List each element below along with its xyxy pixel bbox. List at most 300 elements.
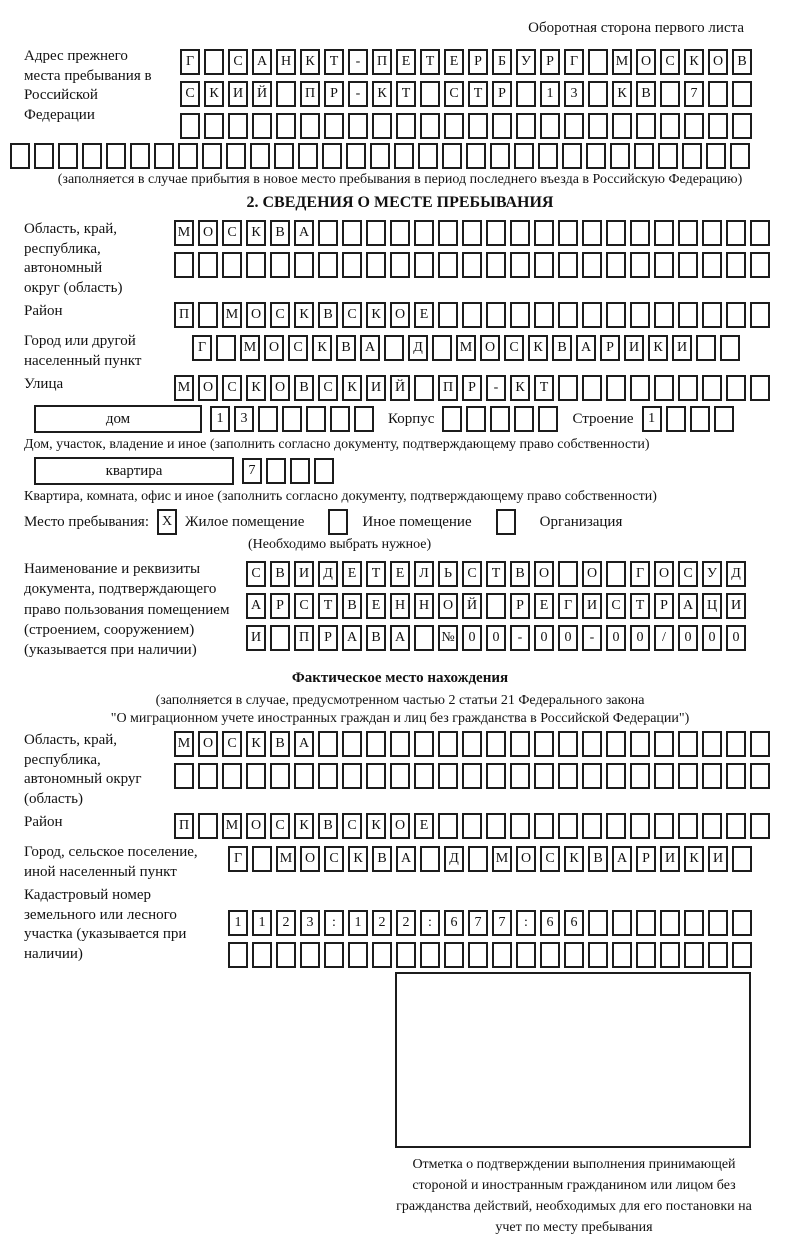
char-cell	[750, 302, 770, 328]
char-cell	[486, 302, 506, 328]
stamp-box	[395, 972, 751, 1148]
char-cell: К	[612, 81, 632, 107]
char-cell	[462, 252, 482, 278]
char-cell: В	[318, 302, 338, 328]
char-cell: Г	[192, 335, 212, 361]
char-cell	[678, 302, 698, 328]
actual-location-note-1: (заполняется в случае, предусмотренном частью 2 статьи 21 Федерального закона	[155, 693, 645, 709]
char-cell: Р	[468, 49, 488, 75]
char-cell: Е	[342, 561, 362, 587]
char-cell	[270, 252, 290, 278]
stay-checkbox-dwelling: X	[157, 509, 177, 535]
char-cell: О	[480, 335, 500, 361]
al-cadastral-row	[10, 886, 790, 968]
char-cell	[266, 458, 286, 484]
char-cell	[438, 813, 458, 839]
char-cell	[750, 220, 770, 246]
char-cell: 2	[276, 910, 296, 936]
s2-district-row	[10, 302, 790, 328]
al-city-cells	[228, 846, 752, 872]
char-cell: Н	[390, 593, 410, 619]
char-cell: Е	[444, 49, 464, 75]
char-cell: Г	[180, 49, 200, 75]
char-cell	[420, 113, 440, 139]
char-cell: О	[654, 561, 674, 587]
char-cell	[510, 252, 530, 278]
char-cell: К	[684, 49, 704, 75]
korpus-cells	[442, 406, 558, 432]
char-cell: 0	[726, 625, 746, 651]
char-cell	[630, 813, 650, 839]
char-cell	[654, 763, 674, 789]
char-cell	[202, 143, 222, 169]
char-cell: Б	[492, 49, 512, 75]
char-cell: 2	[372, 910, 392, 936]
char-cell: К	[564, 846, 584, 872]
char-cell	[636, 942, 656, 968]
al-city-label: Город, сельское поселение, иной населенный пункт	[24, 844, 198, 880]
char-cell	[492, 113, 512, 139]
char-cell: И	[228, 81, 248, 107]
char-cell	[384, 335, 404, 361]
char-cell: Й	[390, 375, 410, 401]
char-cell	[442, 143, 462, 169]
char-cell	[314, 458, 334, 484]
char-cell	[564, 113, 584, 139]
char-cell	[562, 143, 582, 169]
char-cell: О	[708, 49, 728, 75]
char-cell	[396, 942, 416, 968]
char-cell	[726, 302, 746, 328]
char-cell	[154, 143, 174, 169]
s2-city-cells	[192, 335, 740, 361]
char-cell	[222, 763, 242, 789]
char-cell	[666, 406, 686, 432]
char-cell	[678, 731, 698, 757]
char-cell	[318, 252, 338, 278]
char-cell	[348, 942, 368, 968]
char-cell: 1	[210, 406, 230, 432]
char-cell	[588, 49, 608, 75]
char-cell: Ь	[438, 561, 458, 587]
char-cell	[606, 375, 626, 401]
stamp-caption: Отметка о подтверждении выполнения принимающей стороной и иностранным гражданином или лицом без гражданства действий, необходимых для его постановки на учет по месту пребывания	[396, 1157, 752, 1236]
s2-city-label: Город или другой населенный пункт	[24, 333, 142, 369]
char-cell	[720, 335, 740, 361]
char-cell	[706, 143, 726, 169]
char-cell	[634, 143, 654, 169]
char-cell: М	[174, 220, 194, 246]
char-cell	[708, 81, 728, 107]
char-cell: С	[222, 375, 242, 401]
char-cell: А	[252, 49, 272, 75]
char-cell	[414, 625, 434, 651]
char-cell: М	[222, 813, 242, 839]
prev-address-label: Адрес прежнего места пребывания в Российской Федерации	[24, 48, 152, 123]
char-cell: :	[516, 910, 536, 936]
char-cell	[276, 942, 296, 968]
char-cell	[346, 143, 366, 169]
char-cell: Д	[318, 561, 338, 587]
char-cell	[130, 143, 150, 169]
char-cell: 0	[678, 625, 698, 651]
char-cell	[678, 763, 698, 789]
char-cell	[702, 763, 722, 789]
char-cell	[442, 406, 462, 432]
prev-address-note: (заполняется в случае прибытия в новое место пребывания в период последнего въезда в Российскую Федерацию)	[57, 172, 743, 187]
char-cell: К	[342, 375, 362, 401]
char-cell: И	[726, 593, 746, 619]
char-cell	[366, 252, 386, 278]
char-cell	[582, 252, 602, 278]
char-cell: С	[180, 81, 200, 107]
char-cell: В	[336, 335, 356, 361]
document-cells-2	[246, 593, 746, 619]
char-cell	[270, 763, 290, 789]
char-cell	[318, 731, 338, 757]
char-cell	[564, 942, 584, 968]
stay-type-row	[24, 509, 790, 535]
char-cell: Т	[366, 561, 386, 587]
char-cell	[678, 375, 698, 401]
char-cell	[630, 375, 650, 401]
char-cell	[540, 942, 560, 968]
char-cell: Р	[600, 335, 620, 361]
char-cell: 1	[228, 910, 248, 936]
char-cell	[390, 252, 410, 278]
char-cell	[658, 143, 678, 169]
al-cadastral-cells-2	[228, 942, 752, 968]
char-cell	[414, 252, 434, 278]
char-cell	[654, 220, 674, 246]
char-cell: С	[270, 302, 290, 328]
char-cell: Е	[414, 302, 434, 328]
char-cell: К	[246, 731, 266, 757]
char-cell: Е	[534, 593, 554, 619]
char-cell	[588, 113, 608, 139]
char-cell	[414, 375, 434, 401]
apartment-widebox: квартира	[34, 457, 234, 485]
char-cell	[486, 252, 506, 278]
char-cell: Т	[630, 593, 650, 619]
char-cell	[486, 813, 506, 839]
char-cell	[420, 846, 440, 872]
char-cell	[414, 731, 434, 757]
char-cell: Т	[420, 49, 440, 75]
section2-title: 2. СВЕДЕНИЯ О МЕСТЕ ПРЕБЫВАНИЯ	[246, 194, 554, 211]
apartment-note: Квартира, комната, офис и иное (заполнить согласно документу, подтверждающему право собственности)	[24, 489, 657, 504]
char-cell	[366, 763, 386, 789]
char-cell: К	[684, 846, 704, 872]
char-cell	[342, 731, 362, 757]
char-cell: С	[540, 846, 560, 872]
char-cell	[630, 763, 650, 789]
char-cell	[582, 302, 602, 328]
char-cell	[396, 113, 416, 139]
char-cell	[606, 302, 626, 328]
char-cell	[294, 252, 314, 278]
house-row	[34, 405, 790, 433]
char-cell: В	[366, 625, 386, 651]
char-cell: Р	[318, 625, 338, 651]
char-cell: О	[300, 846, 320, 872]
char-cell	[462, 731, 482, 757]
al-city-row	[10, 843, 790, 882]
char-cell: К	[372, 81, 392, 107]
char-cell	[732, 81, 752, 107]
char-cell	[490, 143, 510, 169]
char-cell	[558, 220, 578, 246]
char-cell: 0	[486, 625, 506, 651]
al-district-row	[10, 813, 790, 839]
char-cell	[726, 252, 746, 278]
char-cell: А	[390, 625, 410, 651]
char-cell: С	[606, 593, 626, 619]
char-cell	[588, 81, 608, 107]
char-cell	[606, 561, 626, 587]
char-cell: С	[228, 49, 248, 75]
char-cell: Т	[324, 49, 344, 75]
char-cell	[582, 220, 602, 246]
char-cell: В	[588, 846, 608, 872]
char-cell	[514, 143, 534, 169]
char-cell	[390, 731, 410, 757]
char-cell: И	[624, 335, 644, 361]
stroenie-cells	[642, 406, 734, 432]
char-cell	[468, 846, 488, 872]
char-cell	[228, 113, 248, 139]
char-cell: Г	[630, 561, 650, 587]
char-cell	[372, 113, 392, 139]
char-cell: М	[174, 731, 194, 757]
char-cell: 0	[558, 625, 578, 651]
char-cell	[630, 302, 650, 328]
house-cells	[210, 406, 374, 432]
char-cell: В	[732, 49, 752, 75]
char-cell: И	[582, 593, 602, 619]
char-cell	[510, 220, 530, 246]
char-cell: В	[294, 375, 314, 401]
char-cell	[174, 252, 194, 278]
char-cell	[636, 910, 656, 936]
char-cell: М	[174, 375, 194, 401]
char-cell	[390, 220, 410, 246]
char-cell	[750, 731, 770, 757]
char-cell	[558, 561, 578, 587]
char-cell	[612, 910, 632, 936]
char-cell: П	[300, 81, 320, 107]
char-cell	[510, 302, 530, 328]
char-cell: Р	[462, 375, 482, 401]
char-cell	[438, 731, 458, 757]
char-cell: А	[396, 846, 416, 872]
char-cell: Н	[414, 593, 434, 619]
char-cell	[216, 335, 236, 361]
char-cell	[510, 763, 530, 789]
char-cell	[58, 143, 78, 169]
char-cell	[342, 763, 362, 789]
char-cell: №	[438, 625, 458, 651]
char-cell	[298, 143, 318, 169]
char-cell: С	[318, 375, 338, 401]
char-cell: 7	[468, 910, 488, 936]
char-cell	[174, 763, 194, 789]
char-cell	[732, 113, 752, 139]
char-cell: И	[708, 846, 728, 872]
char-cell	[610, 143, 630, 169]
char-cell	[462, 220, 482, 246]
char-cell	[252, 113, 272, 139]
char-cell: С	[462, 561, 482, 587]
char-cell	[486, 731, 506, 757]
stay-note: (Необходимо выбрать нужное)	[248, 537, 432, 552]
s2-region-cells-2	[174, 252, 770, 278]
char-cell	[582, 763, 602, 789]
char-cell: -	[582, 625, 602, 651]
char-cell: В	[270, 731, 290, 757]
char-cell	[366, 220, 386, 246]
house-note: Дом, участок, владение и иное (заполнить согласно документу, подтверждающему право собственности)	[24, 437, 650, 452]
char-cell	[228, 942, 248, 968]
char-cell: 1	[348, 910, 368, 936]
char-cell	[714, 406, 734, 432]
char-cell: В	[372, 846, 392, 872]
char-cell	[290, 458, 310, 484]
char-cell: С	[294, 593, 314, 619]
char-cell	[654, 302, 674, 328]
char-cell	[252, 846, 272, 872]
char-cell: К	[246, 220, 266, 246]
document-block	[10, 559, 790, 660]
char-cell: /	[654, 625, 674, 651]
char-cell	[444, 942, 464, 968]
char-cell	[324, 942, 344, 968]
char-cell: 0	[702, 625, 722, 651]
char-cell	[252, 942, 272, 968]
char-cell: М	[276, 846, 296, 872]
stay-checkbox-organization	[496, 509, 516, 535]
char-cell	[246, 252, 266, 278]
char-cell: С	[288, 335, 308, 361]
char-cell	[466, 406, 486, 432]
char-cell: А	[612, 846, 632, 872]
char-cell: А	[246, 593, 266, 619]
al-region-label: Область, край, республика, автономный округ (область)	[24, 732, 142, 807]
char-cell	[702, 813, 722, 839]
char-cell: Т	[486, 561, 506, 587]
char-cell: Д	[726, 561, 746, 587]
char-cell	[678, 813, 698, 839]
char-cell: У	[702, 561, 722, 587]
char-cell	[678, 252, 698, 278]
char-cell: Р	[270, 593, 290, 619]
stay-option-other: Иное помещение	[362, 513, 472, 530]
char-cell	[750, 813, 770, 839]
char-cell: О	[264, 335, 284, 361]
char-cell: Г	[564, 49, 584, 75]
char-cell: В	[636, 81, 656, 107]
char-cell: У	[516, 49, 536, 75]
char-cell: О	[198, 731, 218, 757]
char-cell: К	[294, 813, 314, 839]
char-cell: К	[246, 375, 266, 401]
char-cell	[558, 763, 578, 789]
prev-address-row-3	[180, 113, 752, 139]
char-cell	[468, 942, 488, 968]
stroenie-label: Строение	[572, 411, 634, 427]
char-cell: С	[660, 49, 680, 75]
char-cell: П	[294, 625, 314, 651]
apartment-row	[34, 457, 790, 485]
al-region-cells-2	[174, 763, 770, 789]
char-cell	[462, 813, 482, 839]
char-cell	[684, 942, 704, 968]
char-cell: 7	[684, 81, 704, 107]
char-cell	[486, 593, 506, 619]
char-cell: Е	[390, 561, 410, 587]
char-cell	[418, 143, 438, 169]
char-cell: 0	[630, 625, 650, 651]
char-cell: О	[246, 302, 266, 328]
header-note: Оборотная сторона первого листа	[528, 20, 744, 36]
char-cell	[306, 406, 326, 432]
char-cell: 6	[444, 910, 464, 936]
char-cell	[588, 910, 608, 936]
s2-region-row	[10, 220, 790, 298]
char-cell	[726, 813, 746, 839]
char-cell: К	[348, 846, 368, 872]
char-cell	[612, 942, 632, 968]
al-region-row	[10, 731, 790, 809]
char-cell: А	[678, 593, 698, 619]
char-cell	[654, 252, 674, 278]
char-cell: П	[372, 49, 392, 75]
char-cell: С	[324, 846, 344, 872]
char-cell: 3	[234, 406, 254, 432]
char-cell: М	[612, 49, 632, 75]
char-cell	[630, 252, 650, 278]
char-cell: С	[270, 813, 290, 839]
char-cell	[300, 113, 320, 139]
char-cell: О	[390, 302, 410, 328]
char-cell: К	[300, 49, 320, 75]
char-cell: В	[510, 561, 530, 587]
char-cell	[204, 113, 224, 139]
char-cell: Е	[414, 813, 434, 839]
char-cell: М	[456, 335, 476, 361]
char-cell	[534, 252, 554, 278]
al-cadastral-cells-1	[228, 910, 752, 936]
char-cell	[606, 252, 626, 278]
stay-checkbox-other	[328, 509, 348, 535]
char-cell: Р	[654, 593, 674, 619]
document-label: Наименование и реквизиты документа, подтверждающего право пользования помещением (строением, сооружением) (указывается при наличии)	[24, 561, 230, 658]
char-cell	[250, 143, 270, 169]
char-cell	[462, 763, 482, 789]
char-cell: :	[420, 910, 440, 936]
char-cell	[438, 252, 458, 278]
char-cell	[468, 113, 488, 139]
char-cell	[582, 813, 602, 839]
char-cell: В	[270, 561, 290, 587]
char-cell	[708, 910, 728, 936]
char-cell	[702, 731, 722, 757]
char-cell	[702, 375, 722, 401]
char-cell	[660, 910, 680, 936]
char-cell	[222, 252, 242, 278]
char-cell	[606, 220, 626, 246]
char-cell: А	[342, 625, 362, 651]
